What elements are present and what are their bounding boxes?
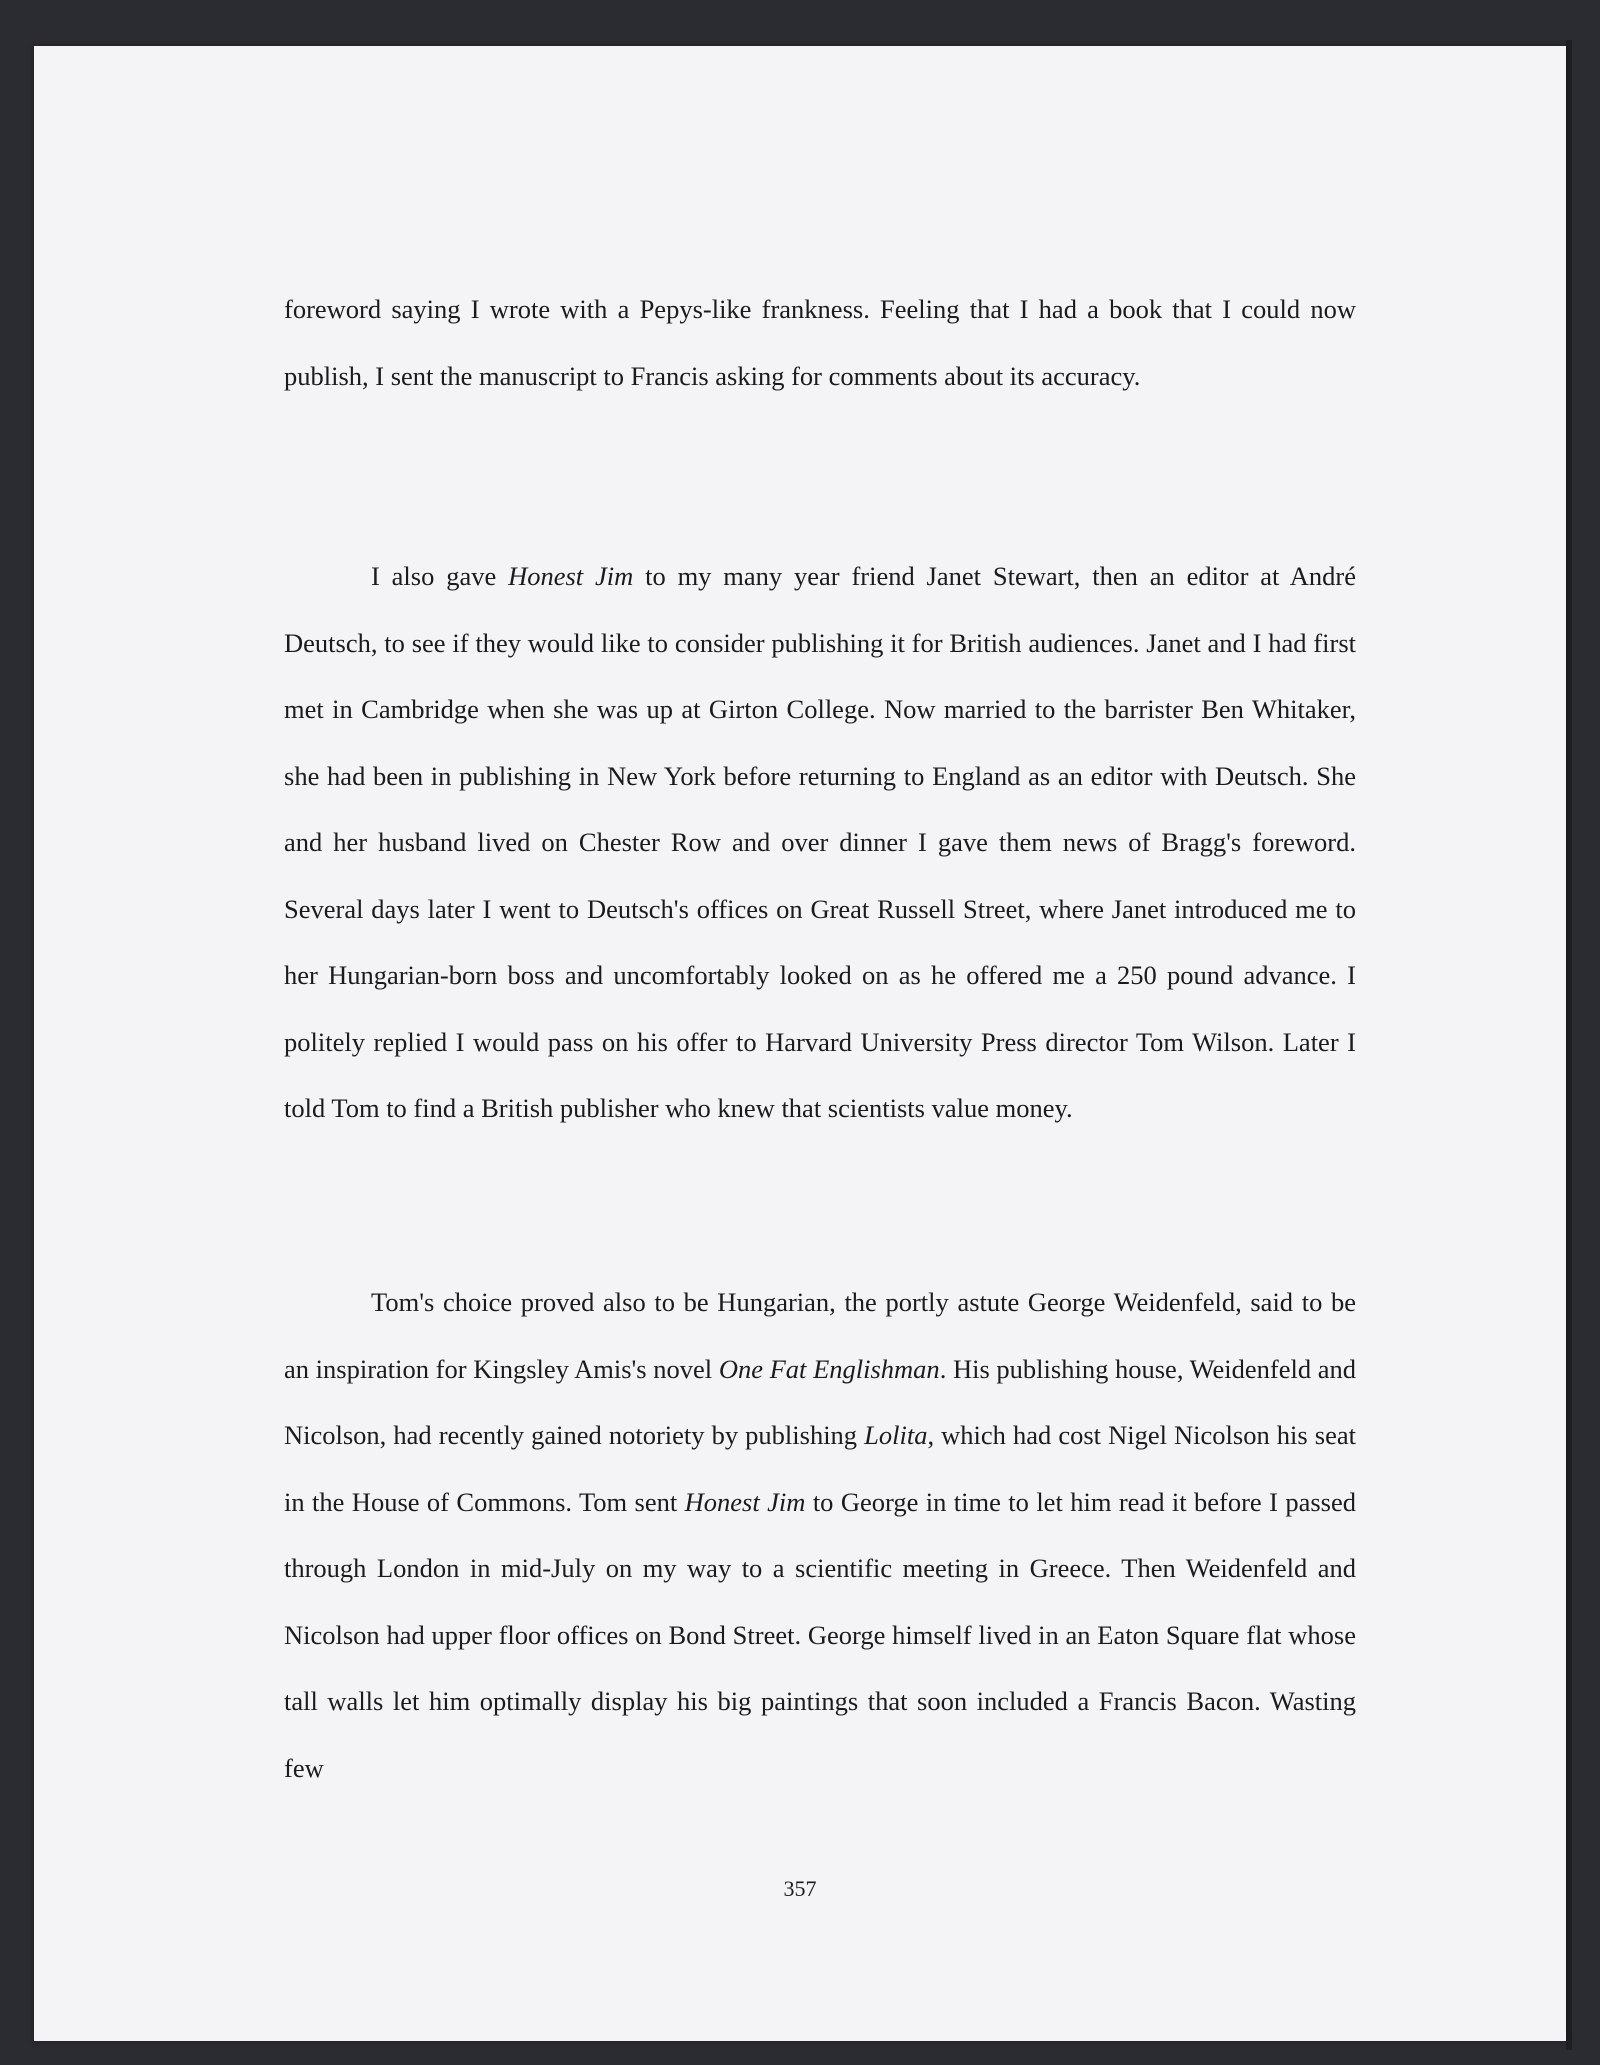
book-title-italic: Honest Jim <box>684 1486 806 1517</box>
manuscript-page <box>34 46 1566 2041</box>
paragraph-2-text: I also gave <box>371 561 509 591</box>
paragraph-weidenfeld <box>284 1269 1356 1801</box>
paragraph-3-text: . His publishing house, Weidenfeld and Nicolson, had recently gained notoriety by publishing <box>284 1353 1357 1450</box>
book-title-italic: One Fat Englishman <box>718 1353 940 1384</box>
page-number: 357 <box>783 1876 817 1901</box>
book-title-italic: Honest Jim <box>508 561 634 591</box>
book-title-italic: Lolita <box>864 1420 928 1450</box>
paragraph-3-text: to George in time to let him read it before I passed through London in mid-July on my way to a scientific meeting in Greece. Then Weidenfeld and Nicolson had upper floor offices on Bond Street. George himself lived in an Eaton Square flat whose tall walls let him optimally display his big paintings that soon included a Francis Bacon. Wasting few <box>284 1486 1356 1783</box>
paragraph-1-text: foreword saying I wrote with a Pepys-like frankness. Feeling that I had a book that I could now publish, I sent the manuscript to Francis asking for comments about its accuracy. <box>284 294 1356 391</box>
paragraph-continuation <box>284 276 1356 409</box>
paragraph-honest-jim-deutsch <box>284 543 1356 1142</box>
paragraph-3-text: Tom's choice proved also to be Hungarian, the portly astute George Weidenfeld, said to be an inspiration for Kingsley Amis's novel <box>284 1287 1356 1384</box>
paragraph-2-text: to my many year friend Janet Stewart, then an editor at André Deutsch, to see if they would like to consider publishing it for British audiences. Janet and I had first met in Cambridge when she was up at Girton College. Now married to the barrister Ben Whitaker, she had been in publishing in New York before returning to England as an editor with Deutsch. She and her husband lived on Chester Row and over dinner I gave them news of Bragg's foreword. Several days later I went to Deutsch's offices on Great Russell Street, where Janet introduced me to her Hungarian-born boss and uncomfortably looked on as he offered me a 250 pound advance. I politely replied I would pass on his offer to Harvard University Press director Tom Wilson. Later I told Tom to find a British publisher who knew that scientists value money. <box>284 561 1356 1123</box>
paragraph-3-text: , which had cost Nigel Nicolson his seat in the House of Commons. Tom sent <box>284 1420 1356 1517</box>
paper-edge <box>1566 40 1572 2050</box>
